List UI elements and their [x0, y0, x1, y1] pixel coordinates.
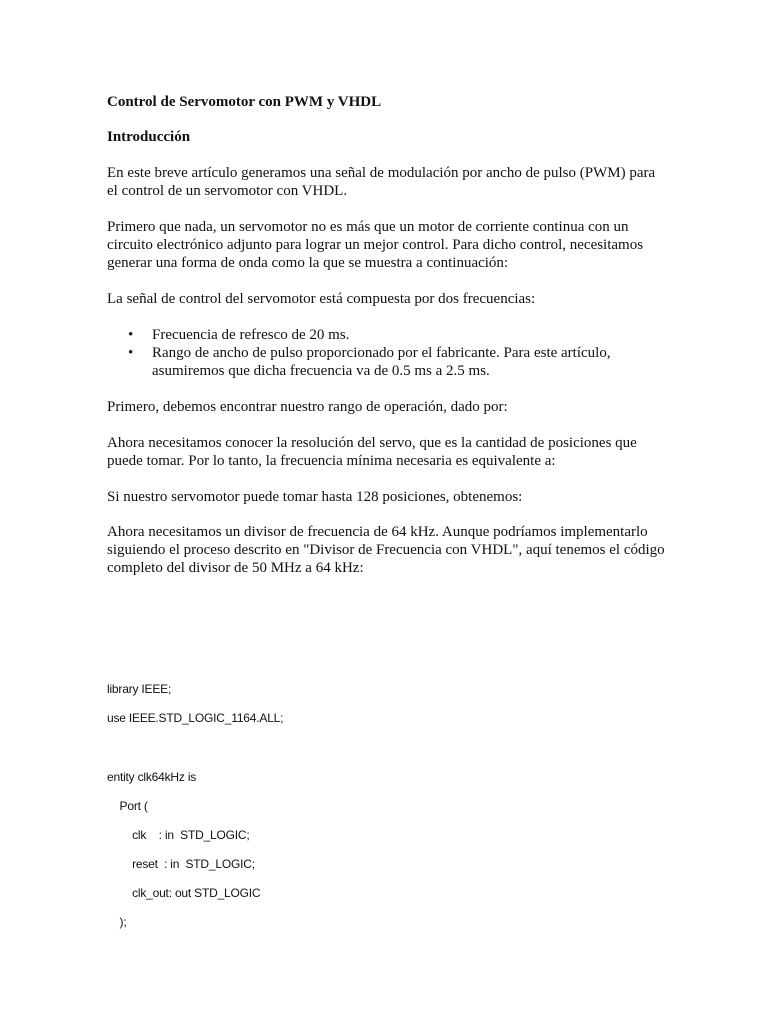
code-line: clk : in STD_LOGIC; — [107, 828, 250, 842]
list-item — [107, 344, 667, 380]
paragraph-intro: En este breve artículo generamos una señal de modulación por ancho de pulso (PWM) para el control de un servomotor con VHDL. — [107, 165, 656, 199]
code-line: clk_out: out STD_LOGIC — [107, 886, 261, 900]
paragraph-servomotor-description: Primero que nada, un servomotor no es más que un motor de corriente continua con un circuito electrónico adjunto para lograr un mejor control. Para dicho control, necesitamos generar una forma de onda como la que se muestra a continuación: — [107, 219, 644, 271]
list-item-text: Rango de ancho de pulso proporcionado por el fabricante. Para este artículo, asumiremos que dicha frecuencia va de 0.5 ms a 2.5 ms. — [152, 345, 611, 379]
list-item-text: Frecuencia de refresco de 20 ms. — [152, 327, 350, 343]
bullet-icon: • — [128, 327, 134, 343]
code-line: library IEEE; — [107, 682, 172, 696]
code-line: ); — [107, 915, 127, 929]
frequency-bullet-list — [107, 326, 667, 380]
section-heading-introduccion: Introducción — [107, 129, 191, 145]
code-line: use IEEE.STD_LOGIC_1164.ALL; — [107, 711, 284, 725]
code-line: Port ( — [107, 799, 148, 813]
code-line: entity clk64kHz is — [107, 770, 197, 784]
list-item — [107, 326, 667, 344]
code-line: reset : in STD_LOGIC; — [107, 857, 255, 871]
bullet-icon: • — [128, 345, 134, 361]
document-title: Control de Servomotor con PWM y VHDL — [107, 94, 382, 110]
paragraph-resolution: Ahora necesitamos conocer la resolución del servo, que es la cantidad de posiciones que puede tomar. Por lo tanto, la frecuencia mínima necesaria es equivalente a: — [107, 435, 637, 469]
paragraph-frequency-divider: Ahora necesitamos un divisor de frecuencia de 64 kHz. Aunque podríamos implementarlo siguiendo el proceso descrito en "Divisor de Frecuencia con VHDL", aquí tenemos el código completo del divisor de 50 MHz a 64 kHz: — [107, 524, 665, 576]
paragraph-control-signal: La señal de control del servomotor está compuesta por dos frecuencias: — [107, 291, 536, 307]
paragraph-operating-range: Primero, debemos encontrar nuestro rango de operación, dado por: — [107, 399, 508, 415]
paragraph-128-positions: Si nuestro servomotor puede tomar hasta 128 posiciones, obtenemos: — [107, 489, 523, 505]
